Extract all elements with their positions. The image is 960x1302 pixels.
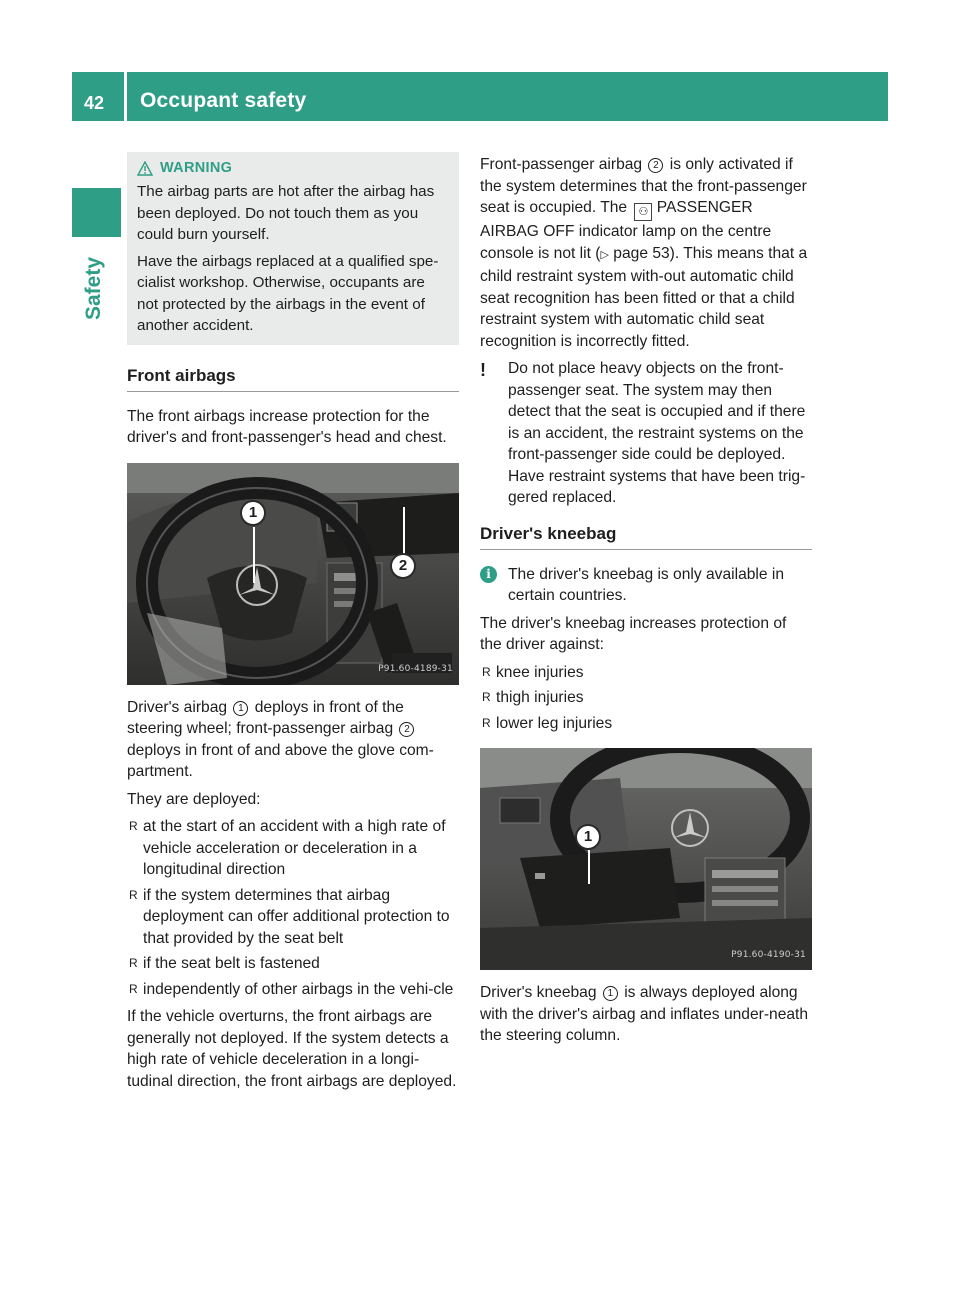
callout-1-leader [588, 848, 590, 884]
passenger-text-c: PASSENGER AIRBAG OFF indicator lamp on the centre console is not lit ( [480, 199, 772, 262]
deployment-conditions-list [127, 816, 459, 1000]
injury-list [480, 662, 812, 735]
front-airbags-caption [127, 697, 459, 783]
list-item: R independently of other airbags in the vehi-cle [127, 979, 459, 1001]
warning-paragraph-1: The airbag parts are hot after the airbag has been deployed. Do not touch them as you could burn yourself. [137, 183, 435, 243]
front-airbags-figure [127, 463, 459, 685]
info-note-text: The driver's kneebag is only available in certain countries. [508, 565, 785, 604]
overturn-paragraph: If the vehicle overturns, the front airbags are generally not deployed. If the system detects a high rate of vehicle deceleration in a longi-tudinal direction, the front airbags are deployed. [127, 1008, 457, 1090]
ref-circle-2: 2 [648, 158, 663, 173]
figure-code: P91.60-4189-31 [378, 664, 453, 674]
callout-1-leader [253, 527, 255, 583]
warning-paragraph-2: Have the airbags replaced at a qualified spe-cialist workshop. Otherwise, occupants are not protected by the airbags in the event of another accident. [137, 252, 439, 334]
caption-part-a: Driver's airbag [127, 698, 228, 716]
list-item: R at the start of an accident with a high rate of vehicle acceleration or deceleration in a longitudinal direction [127, 816, 459, 881]
list-item: R if the seat belt is fastened [127, 953, 459, 975]
front-airbags-intro: The front airbags increase protection for the driver's and front-passenger's head and chest. [127, 407, 447, 446]
warning-box [127, 152, 459, 345]
kneebag-heading: Driver's kneebag [480, 523, 812, 550]
left-column [127, 152, 459, 1098]
list-item: R knee injuries [480, 662, 812, 684]
ref-circle-1: 1 [233, 701, 248, 716]
kneebag-caption [480, 982, 812, 1047]
caution-note [480, 358, 812, 509]
warning-title [137, 157, 449, 179]
kneebag-caption-b: is always deployed along with the driver's airbag and inflates under-neath the steering column. [480, 984, 809, 1044]
info-note [480, 564, 812, 607]
kneebag-caption-a: Driver's kneebag [480, 984, 597, 1001]
caution-note-text: Do not place heavy objects on the front-passenger seat. The system may then detect that the seat is occupied and if there is an accident, the restraint systems on the front-passenger side could be deployed. Have restraint systems that have been trig-gered replaced. [508, 360, 806, 506]
deployed-intro: They are deployed: [127, 790, 261, 808]
caption-part-c: deploys in front of and above the glove com-partment. [127, 741, 434, 780]
header-divider [124, 72, 127, 121]
passenger-text-d: ). This means that a child restraint system with-out automatic child seat recognition has been fitted or that a child restraint system with automatic child seat recognition is incorrectly fitted. [480, 244, 808, 350]
kneebag-intro: The driver's kneebag increases protection of the driver against: [480, 614, 787, 653]
passenger-airbag-off-icon: ⚇ [634, 203, 652, 221]
info-icon: i [480, 566, 497, 583]
warning-title-text: WARNING [160, 160, 233, 176]
page-title: Occupant safety [140, 89, 307, 112]
section-tab-label: Safety [82, 256, 105, 320]
kneebag-illustration [480, 748, 812, 970]
figure-code: P91.60-4190-31 [731, 949, 806, 960]
front-airbags-heading: Front airbags [127, 365, 459, 392]
ref-circle-1: 1 [603, 986, 618, 1001]
ref-circle-2: 2 [399, 722, 414, 737]
caption-part-b: deploys in front of the steering wheel; front-passenger airbag [127, 698, 404, 737]
list-item: R thigh injuries [480, 687, 812, 709]
exclamation-icon: ! [480, 360, 486, 380]
passenger-text-b: is only activated if the system determines that the front-passenger seat is occupied. The [480, 156, 807, 216]
passenger-text-a: Front-passenger airbag [480, 156, 643, 173]
section-tab-marker [72, 188, 121, 237]
kneebag-figure [480, 748, 812, 970]
passenger-airbag-paragraph [480, 154, 812, 352]
right-column [480, 154, 812, 1053]
list-item: R lower leg injuries [480, 713, 812, 735]
list-item: R if the system determines that airbag deployment can offer additional protection to that provided by the seat belt [127, 885, 459, 950]
section-tab [72, 248, 121, 328]
callout-1: 1 [240, 500, 266, 526]
warning-triangle-icon [137, 161, 153, 176]
callout-2: 2 [390, 553, 416, 579]
page-reference-link[interactable]: page 53 [613, 244, 670, 262]
page-number: 42 [84, 93, 105, 113]
callout-1: 1 [575, 824, 601, 850]
page-ref-arrow-icon: ▷ [600, 248, 609, 261]
